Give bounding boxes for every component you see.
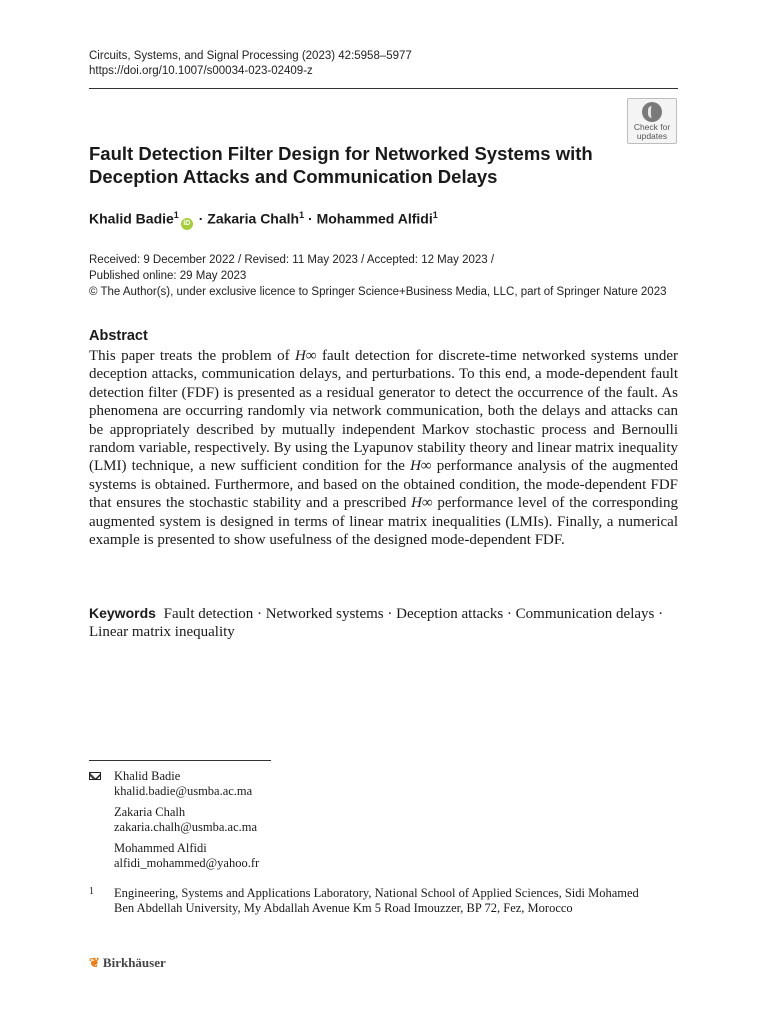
abstract-heading: Abstract (89, 328, 148, 344)
dates-line2: Published online: 29 May 2023 (89, 270, 247, 282)
affiliation-number: 1 (89, 886, 94, 897)
journal-header (89, 49, 412, 79)
abstract-part2: fault detection for discrete-time networked systems under deception attacks, communication delays, and perturbations. To this end, a mode-dependent fault detection filter (FDF) is presented as a residual generator to detect the occurrence of the fault. As phenomena are occurring randomly via network communication, both the delays and attacks can be appropriately described by mutually independent Markov stochastic process and Bernoulli random variable, respectively. By using the Lyapunov stability theory and linear matrix inequality (LMI) technique, a new sufficient condition for the (89, 348, 678, 475)
author-name[interactable]: Khalid Badie (89, 210, 174, 227)
journal-citation: Circuits, Systems, and Signal Processing (2023) 42:5958–5977 (89, 50, 412, 62)
keywords-block (89, 604, 678, 642)
paper-title: Fault Detection Filter Design for Networked Systems with Deception Attacks and Communication Delays (89, 143, 593, 187)
badge-line2: updates (636, 131, 668, 141)
contact-name: Khalid Badie (114, 769, 181, 783)
doi-link[interactable]: https://doi.org/10.1007/s00034-023-02409-z (89, 65, 313, 77)
contact-name: Zakaria Chalh (114, 805, 186, 819)
author-affil-sup: 1 (299, 210, 305, 220)
h-infinity-symbol: H∞ (411, 495, 433, 512)
affiliation-text: Engineering, Systems and Applications Laboratory, National School of Applied Sciences, Sidi Mohamed Ben Abdellah University, My Abdallah Avenue Km 5 Road Imouzzer, BP 72, Fez, Morocco (114, 886, 639, 915)
affiliation-footnote (89, 886, 649, 916)
publisher-name: Birkhäuser (102, 955, 166, 970)
publication-dates (89, 252, 667, 300)
contact-email[interactable]: alfidi_mohammed@yahoo.fr (114, 856, 260, 870)
check-for-updates-badge[interactable] (627, 98, 677, 144)
author-name[interactable]: Mohammed Alfidi (316, 210, 433, 227)
contact-entry (89, 841, 259, 871)
author-affil-sup: 1 (173, 210, 179, 220)
abstract-part3: performance analysis of the augmented systems is obtained. Furthermore, and based on the obtained condition, the mode-dependent FDF that ensures the stochastic stability and a prescribed (89, 458, 678, 512)
header-rule (89, 88, 678, 89)
abstract-part1: This paper treats the problem of (89, 348, 296, 364)
badge-line1: Check for (633, 122, 671, 132)
publisher-logo (89, 955, 166, 971)
h-infinity-symbol: H∞ (295, 348, 317, 364)
birkhauser-logo-icon: ❦ (89, 955, 100, 970)
author-affil-sup: 1 (432, 210, 438, 220)
orcid-icon[interactable]: iD (181, 218, 193, 230)
contact-list (89, 769, 259, 877)
abstract-body (89, 347, 678, 549)
dates-line1: Received: 9 December 2022 / Revised: 11 May 2023 / Accepted: 12 May 2023 / (89, 254, 495, 266)
footnote-rule (89, 760, 271, 761)
h-infinity-symbol: H∞ (410, 458, 432, 475)
abstract-part4: performance level of the corresponding augmented system is designed in terms of linear matrix inequalities (LMIs). Finally, a numerical example is presented to show usefulness of the designed mode-dependent FDF. (89, 495, 678, 549)
keywords-text: Fault detection · Networked systems · Deception attacks · Communication delays · Linear matrix inequality (89, 606, 664, 641)
contact-name: Mohammed Alfidi (114, 841, 207, 855)
contact-entry (89, 769, 259, 799)
envelope-icon (89, 772, 101, 780)
author-name[interactable]: Zakaria Chalh (207, 210, 300, 227)
keywords-label: Keywords (89, 605, 156, 621)
author-list (89, 210, 438, 230)
check-updates-icon (642, 102, 662, 122)
contact-email[interactable]: zakaria.chalh@usmba.ac.ma (114, 820, 258, 834)
author-separator: · (198, 210, 204, 227)
author-separator: · (308, 210, 313, 227)
contact-entry (89, 805, 259, 835)
copyright-line: © The Author(s), under exclusive licence to Springer Science+Business Media, LLC, part of Springer Nature 2023 (89, 286, 667, 298)
contact-email[interactable]: khalid.badie@usmba.ac.ma (114, 784, 253, 798)
